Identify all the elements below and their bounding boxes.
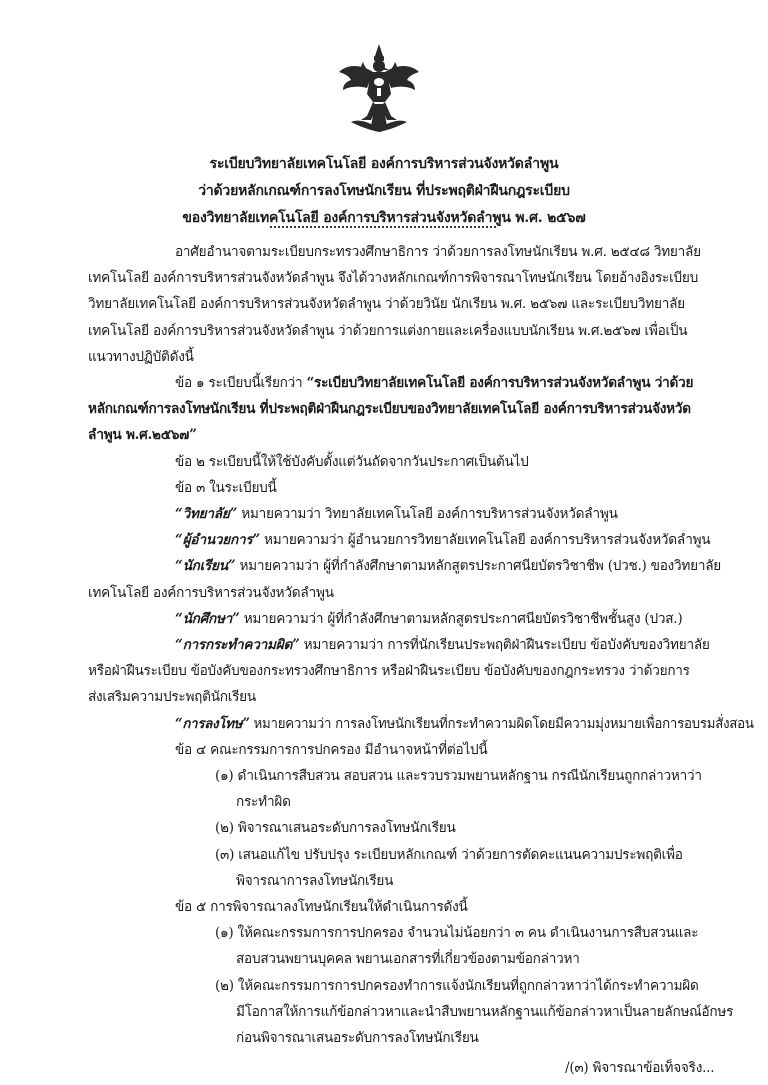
continuation-marker: /(๓) พิจารณาข้อเท็จจริง... (565, 1060, 715, 1077)
clause-5-item-1: (๑) ให้คณะกรรมการการปกครอง จำนวนไม่น้อยกว่า ๓ คน ดำเนินงานการสืบสวนและ (215, 925, 699, 942)
definition-text: หมายความว่า ผู้ที่กำลังศึกษาตามหลักสูตรประกาศนียบัตรวิชาชีพชั้นสูง (ปวส.) (239, 610, 683, 627)
clause-1-title: “ระเบียบวิทยาลัยเทคโนโลยี องค์การบริหารส่วนจังหวัดลำพูน ว่าด้วย (306, 375, 694, 391)
clause-4-item-1: (๑) ดำเนินการสืบสวน สอบสวน และรวบรวมพยานหลักฐาน กรณีนักเรียนถูกกล่าวหาว่า (215, 768, 702, 784)
definition-text: หมายความว่า วิทยาลัยเทคโนโลยี องค์การบริหารส่วนจังหวัดลำพูน (237, 506, 618, 522)
clause-5-item-1-cont: สอบสวนพยานบุคคล พยานเอกสารที่เกี่ยวข้องตามข้อกล่าวหา (236, 951, 580, 968)
clause-1-lead: ข้อ ๑ ระเบียบนี้เรียกว่า (175, 375, 307, 391)
document-title-line-3: ของวิทยาลัยเทคโนโลยี องค์การบริหารส่วนจังหวัดลำพูน พ.ศ. ๒๕๖๗ (182, 210, 586, 226)
definition-offense-cont-1: หรือฝ่าฝืนระเบียบ ข้อบังคับของกระทรวงศึกษาธิการ หรือฝ่าฝืนระเบียบ ข้อบังคับของกฎกระทรวง ว่าด้วยการ (88, 663, 690, 680)
definition-term: “การกระทำความผิด” (175, 637, 300, 653)
clause-2: ข้อ ๒ ระเบียบนี้ให้ใช้บังคับตั้งแต่วันถัดจากวันประกาศเป็นต้นไป (175, 453, 529, 470)
definition-higher-student (175, 610, 682, 628)
definition-text: หมายความว่า การที่นักเรียนประพฤติฝ่าฝืนระเบียบ ข้อบังคับของวิทยาลัย (299, 637, 710, 653)
clause-4-item-3: (๓) เสนอแก้ไข ปรับปรุง ระเบียบหลักเกณฑ์ ว่าด้วยการตัดคะแนนความประพฤติเพื่อ (215, 846, 683, 863)
clause-4-item-3-cont: พิจารณาการลงโทษนักเรียน (236, 872, 394, 889)
definition-college (175, 505, 618, 523)
definition-director (175, 531, 710, 549)
clause-1-line-1 (175, 374, 693, 392)
clause-3: ข้อ ๓ ในระเบียบนี้ (175, 479, 277, 496)
clause-1-line-3: ลำพูน พ.ศ.๒๕๖๗” (88, 427, 197, 444)
clause-4-item-2: (๒) พิจารณาเสนอระดับการลงโทษนักเรียน (215, 820, 456, 837)
title-divider (270, 226, 496, 228)
definition-term: “นักเรียน” (175, 558, 236, 575)
definition-student-cont: เทคโนโลยี องค์การบริหารส่วนจังหวัดลำพูน (88, 584, 334, 601)
definition-punishment (175, 715, 754, 733)
definition-text: หมายความว่า การลงโทษนักเรียนที่กระทำความผิดโดยมีความมุ่งหมายเพื่อการอบรมสั่งสอน (249, 715, 754, 732)
clause-5-item-2-cont-1: มีโอกาสให้การแก้ข้อกล่าวหาและนำสืบพยานหลักฐานแก้ข้อกล่าวหาเป็นลายลักษณ์อักษร (236, 1003, 734, 1020)
definition-offense (175, 636, 710, 654)
garuda-emblem (337, 42, 421, 134)
clause-4-item-1-cont: กระทำผิด (236, 794, 291, 811)
clause-5-item-2: (๒) ให้คณะกรรมการการปกครองทำการแจ้งนักเรียนที่ถูกกล่าวหาว่าได้กระทำความผิด (215, 977, 699, 994)
preamble-line-4: เทคโนโลยี องค์การบริหารส่วนจังหวัดลำพูน ว่าด้วยการแต่งกายและเครื่องแบบนักเรียน พ.ศ.๒๕๖๗ เพื่อเป็น (88, 322, 688, 339)
definition-term: “ผู้อำนวยการ” (175, 532, 260, 549)
definition-term: “การลงโทษ” (175, 715, 250, 732)
clause-5: ข้อ ๕ การพิจารณาลงโทษนักเรียนให้ดำเนินการดังนี้ (175, 899, 468, 915)
definition-term: “วิทยาลัย” (175, 506, 238, 522)
preamble-line-3: วิทยาลัยเทคโนโลยี องค์การบริหารส่วนจังหวัดลำพูน ว่าด้วยวินัย นักเรียน พ.ศ. ๒๕๖๗ และระเบียบวิทยาลัย (88, 296, 685, 313)
definition-text: หมายความว่า ผู้อำนวยการวิทยาลัยเทคโนโลยี องค์การบริหารส่วนจังหวัดลำพูน (259, 532, 711, 549)
preamble-line-5: แนวทางปฏิบัติดังนี้ (88, 348, 194, 365)
definition-term: “นักศึกษา” (175, 610, 240, 627)
definition-offense-cont-2: ส่งเสริมความประพฤตินักเรียน (88, 689, 256, 706)
document-title-line-1: ระเบียบวิทยาลัยเทคโนโลยี องค์การบริหารส่วนจังหวัดลำพูน (209, 156, 559, 172)
preamble-line-1: อาศัยอำนาจตามระเบียบกระทรวงศึกษาธิการ ว่าด้วยการลงโทษนักเรียน พ.ศ. ๒๕๔๘ วิทยาลัย (175, 244, 701, 260)
clause-4: ข้อ ๔ คณะกรรมการการปกครอง มีอำนาจหน้าที่ต่อไปนี้ (175, 741, 488, 758)
clause-5-item-2-cont-2: ก่อนพิจารณาเสนอระดับการลงโทษนักเรียน (236, 1030, 479, 1046)
definition-student (175, 557, 721, 575)
document-title-line-2: ว่าด้วยหลักเกณฑ์การลงโทษนักเรียน ที่ประพฤติฝ่าฝืนกฎระเบียบ (198, 183, 570, 199)
preamble-line-2: เทคโนโลยี องค์การบริหารส่วนจังหวัดลำพูน จึงได้วางหลักเกณฑ์การพิจารณาโทษนักเรียน โดยอ้างอิงระเบียบ (88, 270, 698, 287)
definition-text: หมายความว่า ผู้ที่กำลังศึกษาตามหลักสูตรประกาศนียบัตรวิชาชีพ (ปวช.) ของวิทยาลัย (235, 558, 722, 575)
clause-1-line-2: หลักเกณฑ์การลงโทษนักเรียน ที่ประพฤติฝ่าฝืนกฎระเบียบของวิทยาลัยเทคโนโลยี องค์การบริหารส่วนจังหวัด (88, 401, 691, 418)
